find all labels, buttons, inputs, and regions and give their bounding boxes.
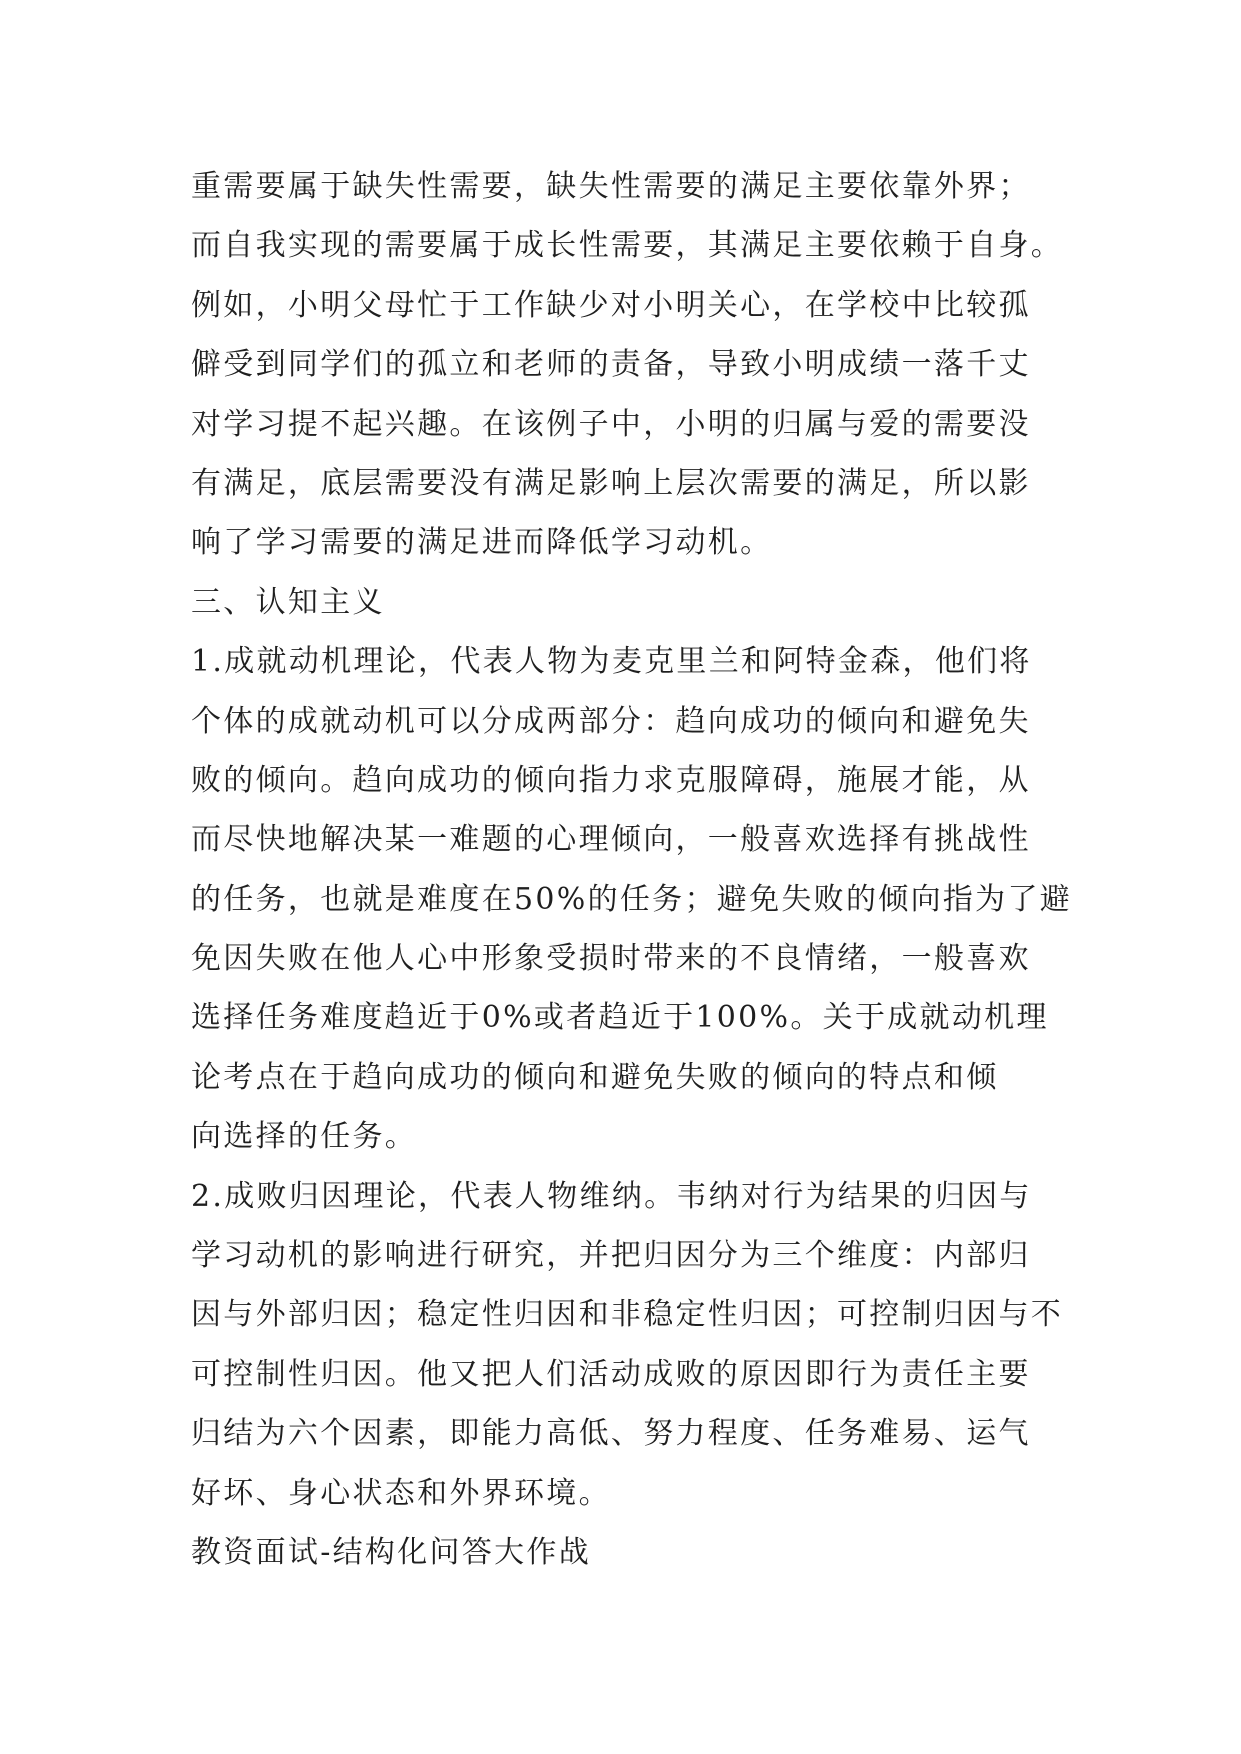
text-line: 例如，小明父母忙于工作缺少对小明关心，在学校中比较孤 bbox=[191, 287, 1031, 323]
text-line: 可控制性归因。他又把人们活动成败的原因即行为责任主要 bbox=[191, 1356, 1031, 1392]
text-line: 对学习提不起兴趣。在该例子中，小明的归属与爱的需要没 bbox=[191, 406, 1031, 442]
text-line: 有满足，底层需要没有满足影响上层次需要的满足，所以影 bbox=[191, 465, 1031, 501]
text-line: 因与外部归因；稳定性归因和非稳定性归因；可控制归因与不 bbox=[191, 1297, 1064, 1333]
text-line: 个体的成就动机可以分成两部分：趋向成功的倾向和避免失 bbox=[191, 703, 1031, 739]
text-line: 响了学习需要的满足进而降低学习动机。 bbox=[191, 525, 773, 561]
text-line: 归结为六个因素，即能力高低、努力程度、任务难易、运气 bbox=[191, 1416, 1031, 1452]
text-line: 学习动机的影响进行研究，并把归因分为三个维度：内部归 bbox=[191, 1238, 1031, 1274]
text-line: 免因失败在他人心中形象受损时带来的不良情绪，一般喜欢 bbox=[191, 941, 1031, 977]
text-line: 好坏、身心状态和外界环境。 bbox=[191, 1475, 611, 1511]
numbered-item-2-start: 2.成败归因理论，代表人物维纳。韦纳对行为结果的归因与 bbox=[191, 1178, 1032, 1214]
numbered-item-1-start: 1.成就动机理论，代表人物为麦克里兰和阿特金森，他们将 bbox=[191, 644, 1032, 680]
text-line: 而尽快地解决某一难题的心理倾向，一般喜欢选择有挑战性 bbox=[191, 822, 1031, 858]
body-text bbox=[191, 157, 1111, 1582]
section-heading: 三、认知主义 bbox=[191, 584, 385, 620]
text-line: 向选择的任务。 bbox=[191, 1119, 418, 1155]
text-line: 重需要属于缺失性需要，缺失性需要的满足主要依靠外界； bbox=[191, 169, 1031, 204]
text-line: 选择任务难度趋近于0%或者趋近于100%。关于成就动机理 bbox=[191, 1000, 1049, 1036]
text-line: 而自我实现的需要属于成长性需要，其满足主要依赖于自身。 bbox=[191, 228, 1064, 264]
text-line: 论考点在于趋向成功的倾向和避免失败的倾向的特点和倾 bbox=[191, 1059, 999, 1095]
text-line: 僻受到同学们的孤立和老师的责备，导致小明成绩一落千丈 bbox=[191, 347, 1031, 383]
text-line: 的任务，也就是难度在50%的任务；避免失败的倾向指为了避 bbox=[191, 881, 1073, 917]
text-line: 败的倾向。趋向成功的倾向指力求克服障碍，施展才能，从 bbox=[191, 762, 1031, 798]
closing-title: 教资面试-结构化问答大作战 bbox=[191, 1534, 592, 1570]
